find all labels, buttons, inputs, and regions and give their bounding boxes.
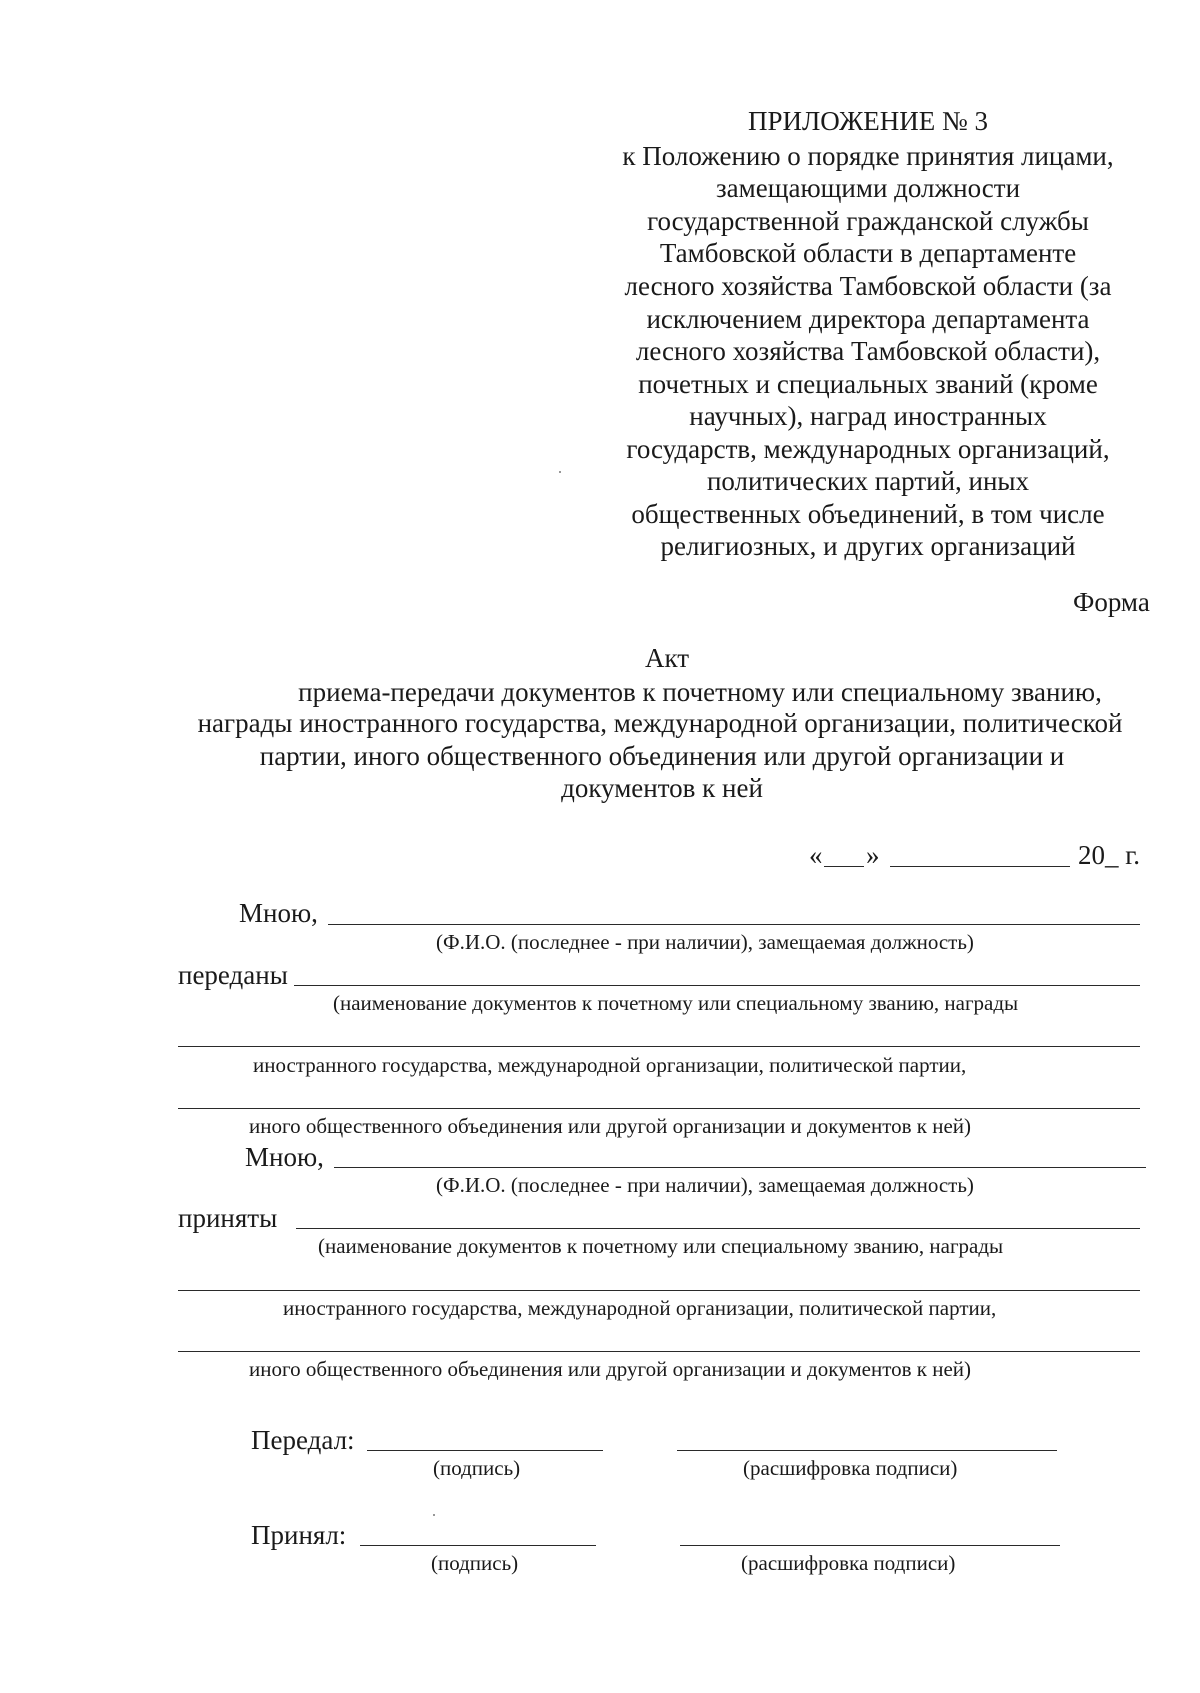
act-title: Акт: [644, 643, 690, 673]
scan-speck: [559, 471, 561, 473]
appendix-line: Тамбовской области в департаменте: [659, 238, 1077, 268]
date-year: 20_ г.: [1078, 840, 1141, 870]
prinyal-label: Принял:: [251, 1520, 347, 1550]
appendix-line: религиозных, и других организаций: [660, 531, 1076, 561]
docs-field-2b[interactable]: [178, 1290, 1140, 1291]
fio-field-2[interactable]: [334, 1167, 1146, 1168]
date-day-field[interactable]: [824, 866, 864, 867]
docs-hint-1c: иного общественного объединения или другой организации и документов к ней): [249, 1114, 972, 1138]
docs-hint-1a: (наименование документов к почетному или специальному званию, награды: [333, 991, 1019, 1015]
fio-field-1[interactable]: [328, 924, 1140, 925]
docs-hint-2c: иного общественного объединения или другой организации и документов к ней): [249, 1357, 972, 1381]
act-subtitle-line: партии, иного общественного объединения или другой организации и: [259, 741, 1065, 771]
peredal-decoding-field[interactable]: [677, 1450, 1057, 1451]
date-close-quote: »: [866, 840, 880, 870]
appendix-line: лесного хозяйства Тамбовской области (за: [624, 271, 1112, 301]
act-subtitle-line: приема-передачи документов к почетному или специальному званию,: [298, 677, 1102, 707]
docs-hint-2b: иностранного государства, международной организации, политической партии,: [283, 1296, 997, 1320]
appendix-line: общественных объединений, в том числе: [631, 499, 1105, 529]
date-month-field[interactable]: [890, 866, 1070, 867]
prinyal-signature-field[interactable]: [360, 1545, 596, 1546]
peredal-signature-field[interactable]: [367, 1450, 603, 1451]
act-subtitle-line: документов к ней: [561, 773, 763, 803]
date-open-quote: «: [809, 840, 823, 870]
peredal-decoding-hint: (расшифровка подписи): [743, 1456, 958, 1480]
docs-field-2c[interactable]: [178, 1351, 1140, 1352]
appendix-title: ПРИЛОЖЕНИЕ № 3: [747, 106, 989, 136]
docs-field-2a[interactable]: [296, 1228, 1140, 1229]
appendix-line: государств, международных организаций,: [626, 434, 1110, 464]
prinyal-decoding-field[interactable]: [680, 1545, 1060, 1546]
docs-field-1a[interactable]: [294, 985, 1140, 986]
appendix-line: замещающими должности: [715, 173, 1021, 203]
appendix-line: политических партий, иных: [706, 466, 1030, 496]
peredal-label: Передал:: [251, 1425, 355, 1455]
prinyal-decoding-hint: (расшифровка подписи): [741, 1551, 956, 1575]
peredal-signature-hint: (подпись): [433, 1456, 521, 1480]
prinyaty-label: приняты: [178, 1203, 278, 1233]
appendix-line: исключением директора департамента: [646, 304, 1090, 334]
fio-hint-1: (Ф.И.О. (последнее - при наличии), замещаемая должность): [436, 930, 974, 954]
form-label: Форма: [1073, 587, 1150, 617]
appendix-line: к Положению о порядке принятия лицами,: [622, 141, 1114, 171]
peredany-label: переданы: [178, 960, 288, 990]
scan-speck: [433, 1514, 435, 1516]
appendix-line: государственной гражданской службы: [647, 206, 1089, 236]
appendix-line: почетных и специальных званий (кроме: [638, 369, 1098, 399]
docs-hint-2a: (наименование документов к почетному или специальному званию, награды: [318, 1234, 1004, 1258]
act-subtitle-line: награды иностранного государства, международной организации, политической: [197, 708, 1123, 738]
appendix-line: научных), наград иностранных: [689, 401, 1047, 431]
docs-field-1b[interactable]: [178, 1046, 1140, 1047]
appendix-line: лесного хозяйства Тамбовской области),: [635, 336, 1101, 366]
docs-field-1c[interactable]: [178, 1108, 1140, 1109]
prinyal-signature-hint: (подпись): [431, 1551, 519, 1575]
docs-hint-1b: иностранного государства, международной организации, политической партии,: [253, 1053, 967, 1077]
mnoyu-label-2: Мною,: [245, 1142, 324, 1172]
fio-hint-2: (Ф.И.О. (последнее - при наличии), замещаемая должность): [436, 1173, 974, 1197]
mnoyu-label-1: Мною,: [239, 898, 318, 928]
